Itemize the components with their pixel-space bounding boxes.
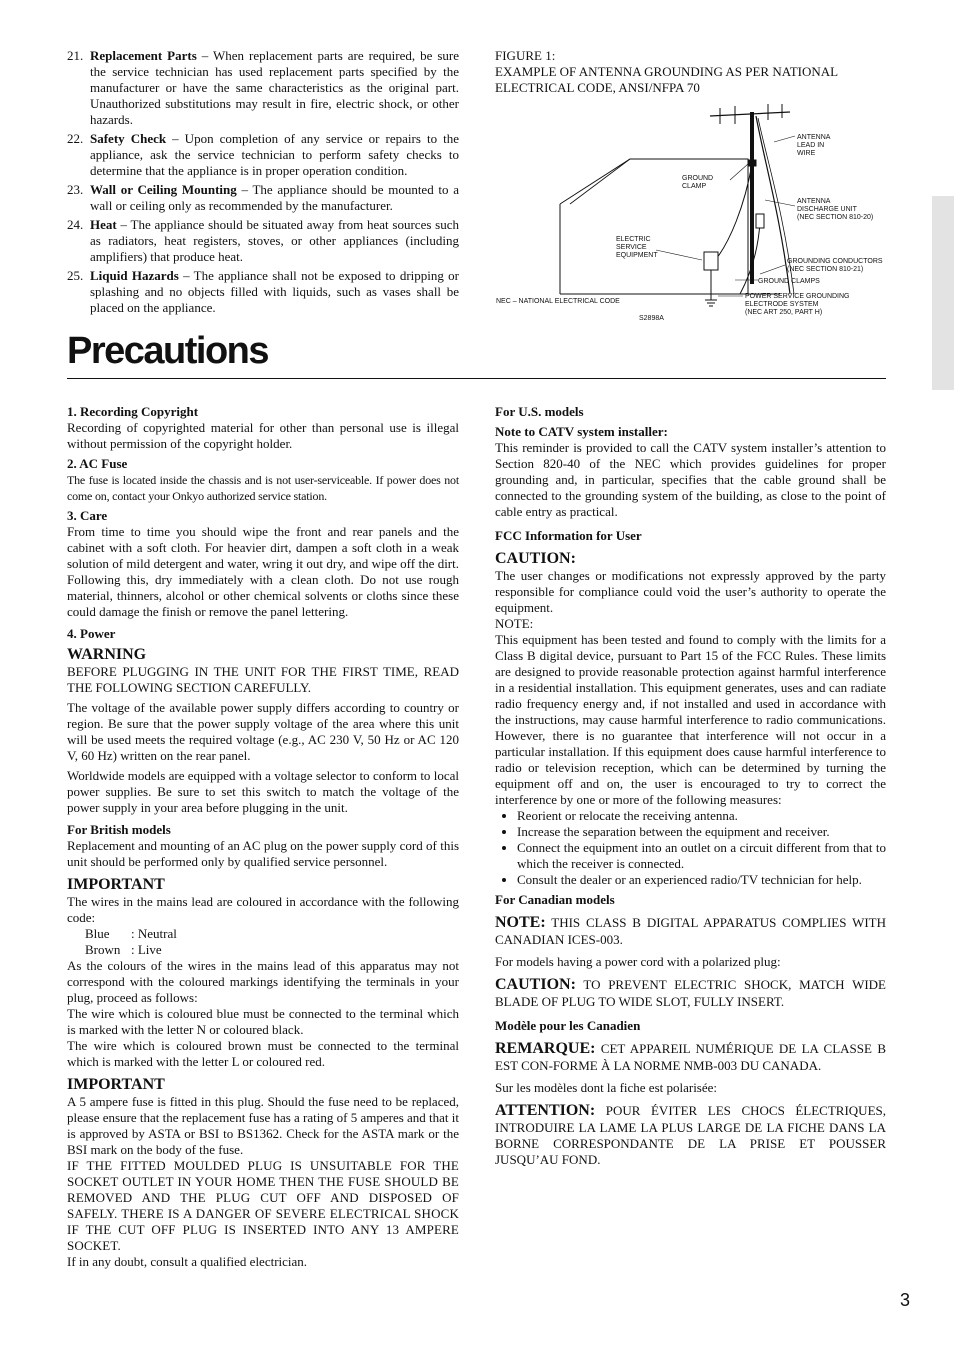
caution-heading: CAUTION:	[495, 976, 576, 993]
measures-list	[495, 808, 886, 888]
note-label: NOTE:	[495, 616, 534, 631]
important-heading: IMPORTANT	[67, 1076, 165, 1093]
note-heading: NOTE:	[495, 914, 546, 931]
section-text: Recording of copyrighted material for other than personal use is illegal without permission of the copyright holder.	[67, 420, 459, 451]
item-number: 21.	[67, 48, 84, 63]
voltage-text: The voltage of the available power supply differs according to country or region. Be sure that the power supply voltage of the area where this unit will be used meets the required voltage (e.g., AC 230 V, 50 Hz or AC 120 V, 60 Hz) written on the rear panel.	[67, 700, 459, 763]
caution-text: The user changes or modifications not expressly approved by the party responsible for compliance could void the user’s authority to operate the equipment.	[495, 568, 886, 615]
remarque-text: CET APPAREIL NUMÉRIQUE DE LA CLASSE B EST CON-FORME À LA NORME NMB-003 DU CANADA.	[495, 1041, 886, 1073]
list-item	[67, 217, 459, 265]
item-text: – Upon completion of any service or repairs to the appliance, ask the service technician to perform safety checks to determine that the appliance is in proper operation condition.	[90, 131, 459, 178]
list-item: • Increase the separation between the equipment and receiver.	[517, 824, 886, 840]
list-item	[67, 268, 459, 316]
section-heading: 4. Power	[67, 626, 116, 641]
section-heading: FCC Information for User	[495, 528, 642, 543]
remarque-heading: REMARQUE:	[495, 1040, 596, 1057]
item-title: Replacement Parts	[90, 48, 197, 63]
attention-heading: ATTENTION:	[495, 1102, 596, 1119]
polarized-text: For models having a power cord with a polarized plug:	[495, 954, 781, 969]
item-number: 22.	[67, 131, 84, 146]
item-title: Heat	[90, 217, 117, 232]
note-text: This equipment has been tested and found to comply with the limits for a Class B digital device, pursuant to Part 15 of the FCC Rules. These limits are designed to provide reasonable protection against harmful interference in a residential installation. This equipment generates, uses and can radiate radio frequency energy and, if not installed and used in accordance with the instructions, may cause harmful interference to radio communications. However, there is no guarantee that interference will not occur in a particular installation. If this equipment does cause harmful interference to radio or television reception, which can be determined by turning the equipment off and on, the user is encouraged to try to correct the interference by one or more of the following measures:	[495, 632, 886, 807]
important-text: A 5 ampere fuse is fitted in this plug. Should the fuse need to be replaced, please ensure that the replacement fuse has a rating of 5 amperes and that it is approved by ASTA or BSI to BS1362. Check for the ASTA mark or the BSI mark on the body of the fuse.	[67, 1094, 460, 1157]
note-text: THIS CLASS B DIGITAL APPARATUS COMPLIES WITH CANADIAN ICES-003.	[495, 915, 886, 947]
section-heading: Modèle pour les Canadien	[495, 1018, 641, 1033]
section-text: Replacement and mounting of an AC plug on the power supply cord of this unit should be performed only by qualified service personnel.	[67, 838, 459, 869]
label-antenna-lead: ANTENNA LEAD IN WIRE	[797, 134, 831, 157]
important-text: As the colours of the wires in the mains lead of this apparatus may not correspond with the coloured markings identifying the terminals in your plug, proceed as follows:	[67, 958, 459, 1005]
polarized-text-fr: Sur les modèles dont la fiche est polarisée:	[495, 1080, 718, 1095]
page-edge-tab	[932, 196, 954, 390]
figure-caption-line: ELECTRICAL CODE, ANSI/NFPA 70	[495, 80, 700, 95]
section-heading: 1. Recording Copyright	[67, 404, 199, 419]
worldwide-text: Worldwide models are equipped with a voltage selector to conform to local power supplies. Be sure to set this switch to match the voltage of the power supply in your area before plugging in the unit.	[67, 768, 459, 815]
house-outline	[560, 159, 748, 294]
attention-text: POUR ÉVITER LES CHOCS ÉLECTRIQUES, INTRODUIRE LA LAME LA PLUS LARGE DE LA FICHE DANS LA BORNE CORRESPONDANTE DE LA PRISE ET POUSSER JUSQU’AU FOND.	[495, 1103, 886, 1167]
item-text: – The appliance should be situated away from heat sources such as radiators, heat registers, stoves, or other appliances (including amplifiers) that produce heat.	[90, 217, 459, 264]
label-power-service-grounding: POWER SERVICE GROUNDING ELECTRODE SYSTEM (NEC ART 250, PART H)	[745, 293, 850, 316]
important-text: The wires in the mains lead are coloured in accordance with the following code:	[67, 894, 459, 925]
wire-code-row: Blue : Neutral	[85, 926, 177, 941]
item-text: – The appliance shall not be exposed to dripping or splashing and no objects filled with liquids, such as vases shall be placed on the appliance.	[90, 268, 459, 315]
important-text: The wire which is coloured blue must be connected to the terminal which is marked with the letter N or coloured black.	[67, 1006, 459, 1037]
list-item	[67, 131, 459, 179]
section-heading: 2. AC Fuse	[67, 456, 128, 471]
label-ground-clamp: GROUND CLAMP	[682, 175, 714, 190]
list-item: • Connect the equipment into an outlet on a circuit different from that to which the receiver is connected.	[517, 840, 886, 872]
figure-label: FIGURE 1:	[495, 48, 556, 63]
caution-heading: CAUTION:	[495, 550, 576, 567]
safety-list	[67, 48, 459, 319]
label-figure-code: S2898A	[639, 315, 664, 322]
antenna-grounding-diagram	[490, 104, 900, 326]
list-item	[67, 48, 459, 128]
page-number: 3	[900, 1290, 911, 1310]
right-column	[495, 402, 886, 1168]
section-heading: For U.S. models	[495, 404, 584, 419]
item-number: 25.	[67, 268, 84, 283]
list-item	[67, 182, 459, 214]
list-item: • Reorient or relocate the receiving antenna.	[517, 808, 886, 824]
service-equipment-box	[704, 252, 718, 270]
section-heading: Note to CATV system installer:	[495, 424, 668, 439]
label-ground-clamps: GROUND CLAMPS	[758, 278, 820, 285]
item-number: 24.	[67, 217, 84, 232]
section-heading: For Canadian models	[495, 892, 615, 907]
label-discharge-unit: ANTENNA DISCHARGE UNIT (NEC SECTION 810-20)	[797, 198, 874, 221]
section-heading: 3. Care	[67, 508, 108, 523]
page-title: Precautions	[67, 330, 269, 372]
item-title: Safety Check	[90, 131, 167, 146]
important-text: IF THE FITTED MOULDED PLUG IS UNSUITABLE FOR THE SOCKET OUTLET IN YOUR HOME THEN THE FUSE SHOULD BE REMOVED AND THE PLUG CUT OFF AND DISPOSED OF SAFELY. THERE IS A DANGER OF SEVERE ELECTRICAL SHOCK IF THE CUT OFF PLUG IS INSERTED INTO ANY 13 AMPERE SOCKET.	[67, 1158, 459, 1253]
label-grounding-conductors: GROUNDING CONDUCTORS (NEC SECTION 810-21)	[787, 258, 883, 273]
item-title: Wall or Ceiling Mounting	[90, 182, 237, 197]
list-item: • Consult the dealer or an experienced radio/TV technician for help.	[517, 872, 886, 888]
item-text: – The appliance should be mounted to a wall or ceiling only as recommended by the manufacturer.	[90, 182, 459, 213]
figure-caption-line: EXAMPLE OF ANTENNA GROUNDING AS PER NATIONAL	[495, 64, 839, 79]
warning-text: BEFORE PLUGGING IN THE UNIT FOR THE FIRST TIME, READ THE FOLLOWING SECTION CAREFULLY.	[67, 664, 459, 695]
important-heading: IMPORTANT	[67, 876, 165, 893]
item-number: 23.	[67, 182, 84, 197]
caution-text: TO PREVENT ELECTRIC SHOCK, MATCH WIDE BLADE OF PLUG TO WIDE SLOT, FULLY INSERT.	[495, 977, 886, 1009]
section-text: The fuse is located inside the chassis and is not user-serviceable. If power does not come on, contact your Onkyo authorized service station.	[67, 473, 459, 503]
title-rule	[67, 378, 886, 379]
figure-caption	[495, 48, 885, 96]
label-nec: NEC – NATIONAL ELECTRICAL CODE	[496, 298, 620, 305]
left-column	[67, 402, 459, 1270]
section-text: This reminder is provided to call the CATV system installer’s attention to Section 820-40 of the NEC which provides guidelines for proper grounding and, in particular, specifies that the cable ground shall be connected to the grounding system of the building, as close to the point of cable entry as practical.	[495, 440, 886, 519]
label-service-equipment: ELECTRIC SERVICE EQUIPMENT	[616, 236, 658, 259]
wire-code-row: Brown : Live	[85, 942, 162, 957]
important-text: The wire which is coloured brown must be connected to the terminal which is marked with the letter L or coloured red.	[67, 1038, 459, 1069]
section-text: From time to time you should wipe the front and rear panels and the cabinet with a soft cloth. For heavier dirt, dampen a soft cloth in a weak solution of mild detergent and water, wring it out dry, and wipe off the dirt. Following this, dry immediately with a clean cloth. Do not use rough material, thinners, alcohol or other chemical solvents or cloths since these could damage the finish or remove the panel lettering.	[67, 524, 459, 619]
item-text: – When replacement parts are required, be sure the service technician has used replacement parts specified by the manufacturer or have the same characteristics as the original part. Unauthorized substitutions may result in fire, electric shock, or other hazards.	[90, 48, 459, 127]
warning-heading: WARNING	[67, 646, 147, 663]
important-text: If in any doubt, consult a qualified electrician.	[67, 1254, 308, 1269]
section-heading: For British models	[67, 822, 171, 837]
item-title: Liquid Hazards	[90, 268, 179, 283]
